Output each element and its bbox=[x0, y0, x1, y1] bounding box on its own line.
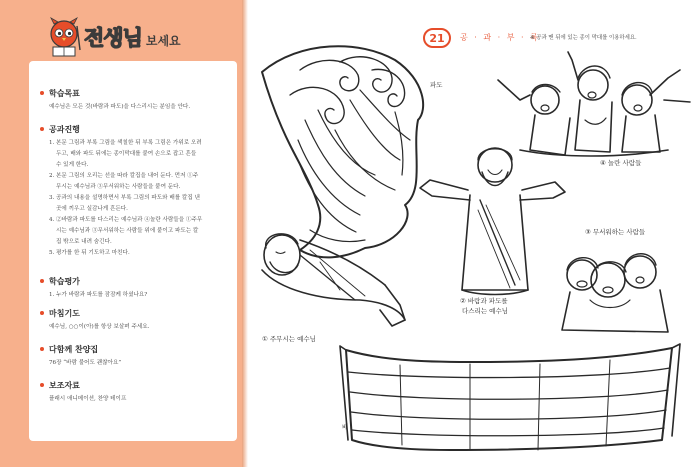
step-line: 2. 본문 그림의 오리는 선을 따라 칼집을 내어 둔다. 먼저 ①주 bbox=[49, 173, 199, 179]
sleeping-jesus-cutout bbox=[262, 234, 405, 326]
step-line: 4. ②바람과 파도를 다스리는 예수님과 ④놀란 사람들을 ①주무 bbox=[49, 217, 203, 223]
label-boat: 배 bbox=[342, 423, 349, 431]
step-line: 수 있게 한다. bbox=[56, 162, 89, 168]
section-title: 마침기도 bbox=[49, 308, 80, 318]
step-line: 곳에 끼우고 실감나게 흔든다. bbox=[56, 206, 128, 212]
afraid-people-cutout bbox=[562, 254, 668, 332]
section-title: 공과진행 bbox=[49, 124, 80, 134]
section-text: 플래시 애니메이션, 찬양 테이프 bbox=[49, 396, 127, 402]
section-text: 예수님은 모든 것(바람과 파도)을 다스리시는 분임을 안다. bbox=[49, 104, 191, 110]
guide-title: 전생님 bbox=[84, 26, 142, 50]
label-amazed-people: ④ 놀란 사람들 bbox=[600, 159, 642, 167]
step-line: 두고, 배와 파도 뒤에는 종이막대를 붙여 손으로 잡고 흔들 bbox=[56, 151, 197, 157]
wave-cutout bbox=[262, 46, 423, 257]
step-line: 시는 예수님과 ③무서워하는 사람들 위에 붙이고 파도는 칼 bbox=[56, 228, 199, 234]
lesson-title: 공 · 과 · 부 · 록 bbox=[460, 33, 540, 42]
step-line: 5. 평가를 한 뒤 기도하고 마친다. bbox=[49, 250, 130, 256]
lesson-number: 21 bbox=[429, 31, 445, 45]
label-sleeping-jesus: ① 주무시는 예수님 bbox=[262, 335, 316, 343]
label-jesus-rules-1: ② 바람과 파도를 bbox=[460, 297, 508, 305]
section-text: 예수님, ○○이(아)를 항상 보살펴 주세요. bbox=[49, 324, 150, 330]
section-title: 보조자료 bbox=[49, 380, 80, 390]
jesus-calming-cutout bbox=[420, 148, 565, 295]
step-line: 3. 공과의 내용을 설명하면서 부록 그림의 파도와 배를 칼집 낸 bbox=[49, 195, 200, 201]
step-line: 1. 본문 그림과 부록 그림을 색칠한 뒤 부록 그림은 가위로 오려 bbox=[49, 140, 202, 146]
guide-subtitle: 보세요 bbox=[145, 34, 181, 48]
section-title: 다함께 찬양집 bbox=[49, 344, 99, 354]
boat-cutout bbox=[340, 344, 680, 450]
step-line: 무시는 예수님과 ③무서워하는 사람들을 붙여 둔다. bbox=[56, 184, 181, 190]
amazed-people-cutout bbox=[498, 52, 690, 156]
label-wave: 파도 bbox=[430, 81, 443, 89]
section-title: 학습목표 bbox=[49, 88, 80, 98]
section-title: 학습평가 bbox=[49, 276, 80, 286]
label-jesus-rules-2: 다스리는 예수님 bbox=[462, 307, 509, 315]
step-line: 집 밖으로 내려 숨긴다. bbox=[56, 239, 112, 245]
label-afraid-people: ③ 무서워하는 사람들 bbox=[585, 228, 646, 236]
section-text: 76장 “바람 불어도 괜찮아요” bbox=[49, 360, 122, 366]
usage-note: ※ 공과 맨 뒤에 있는 종이 막대를 이용하세요. bbox=[530, 35, 637, 41]
section-text: 1. 누가 바람과 파도를 잠잠케 하셨나요? bbox=[49, 292, 148, 298]
